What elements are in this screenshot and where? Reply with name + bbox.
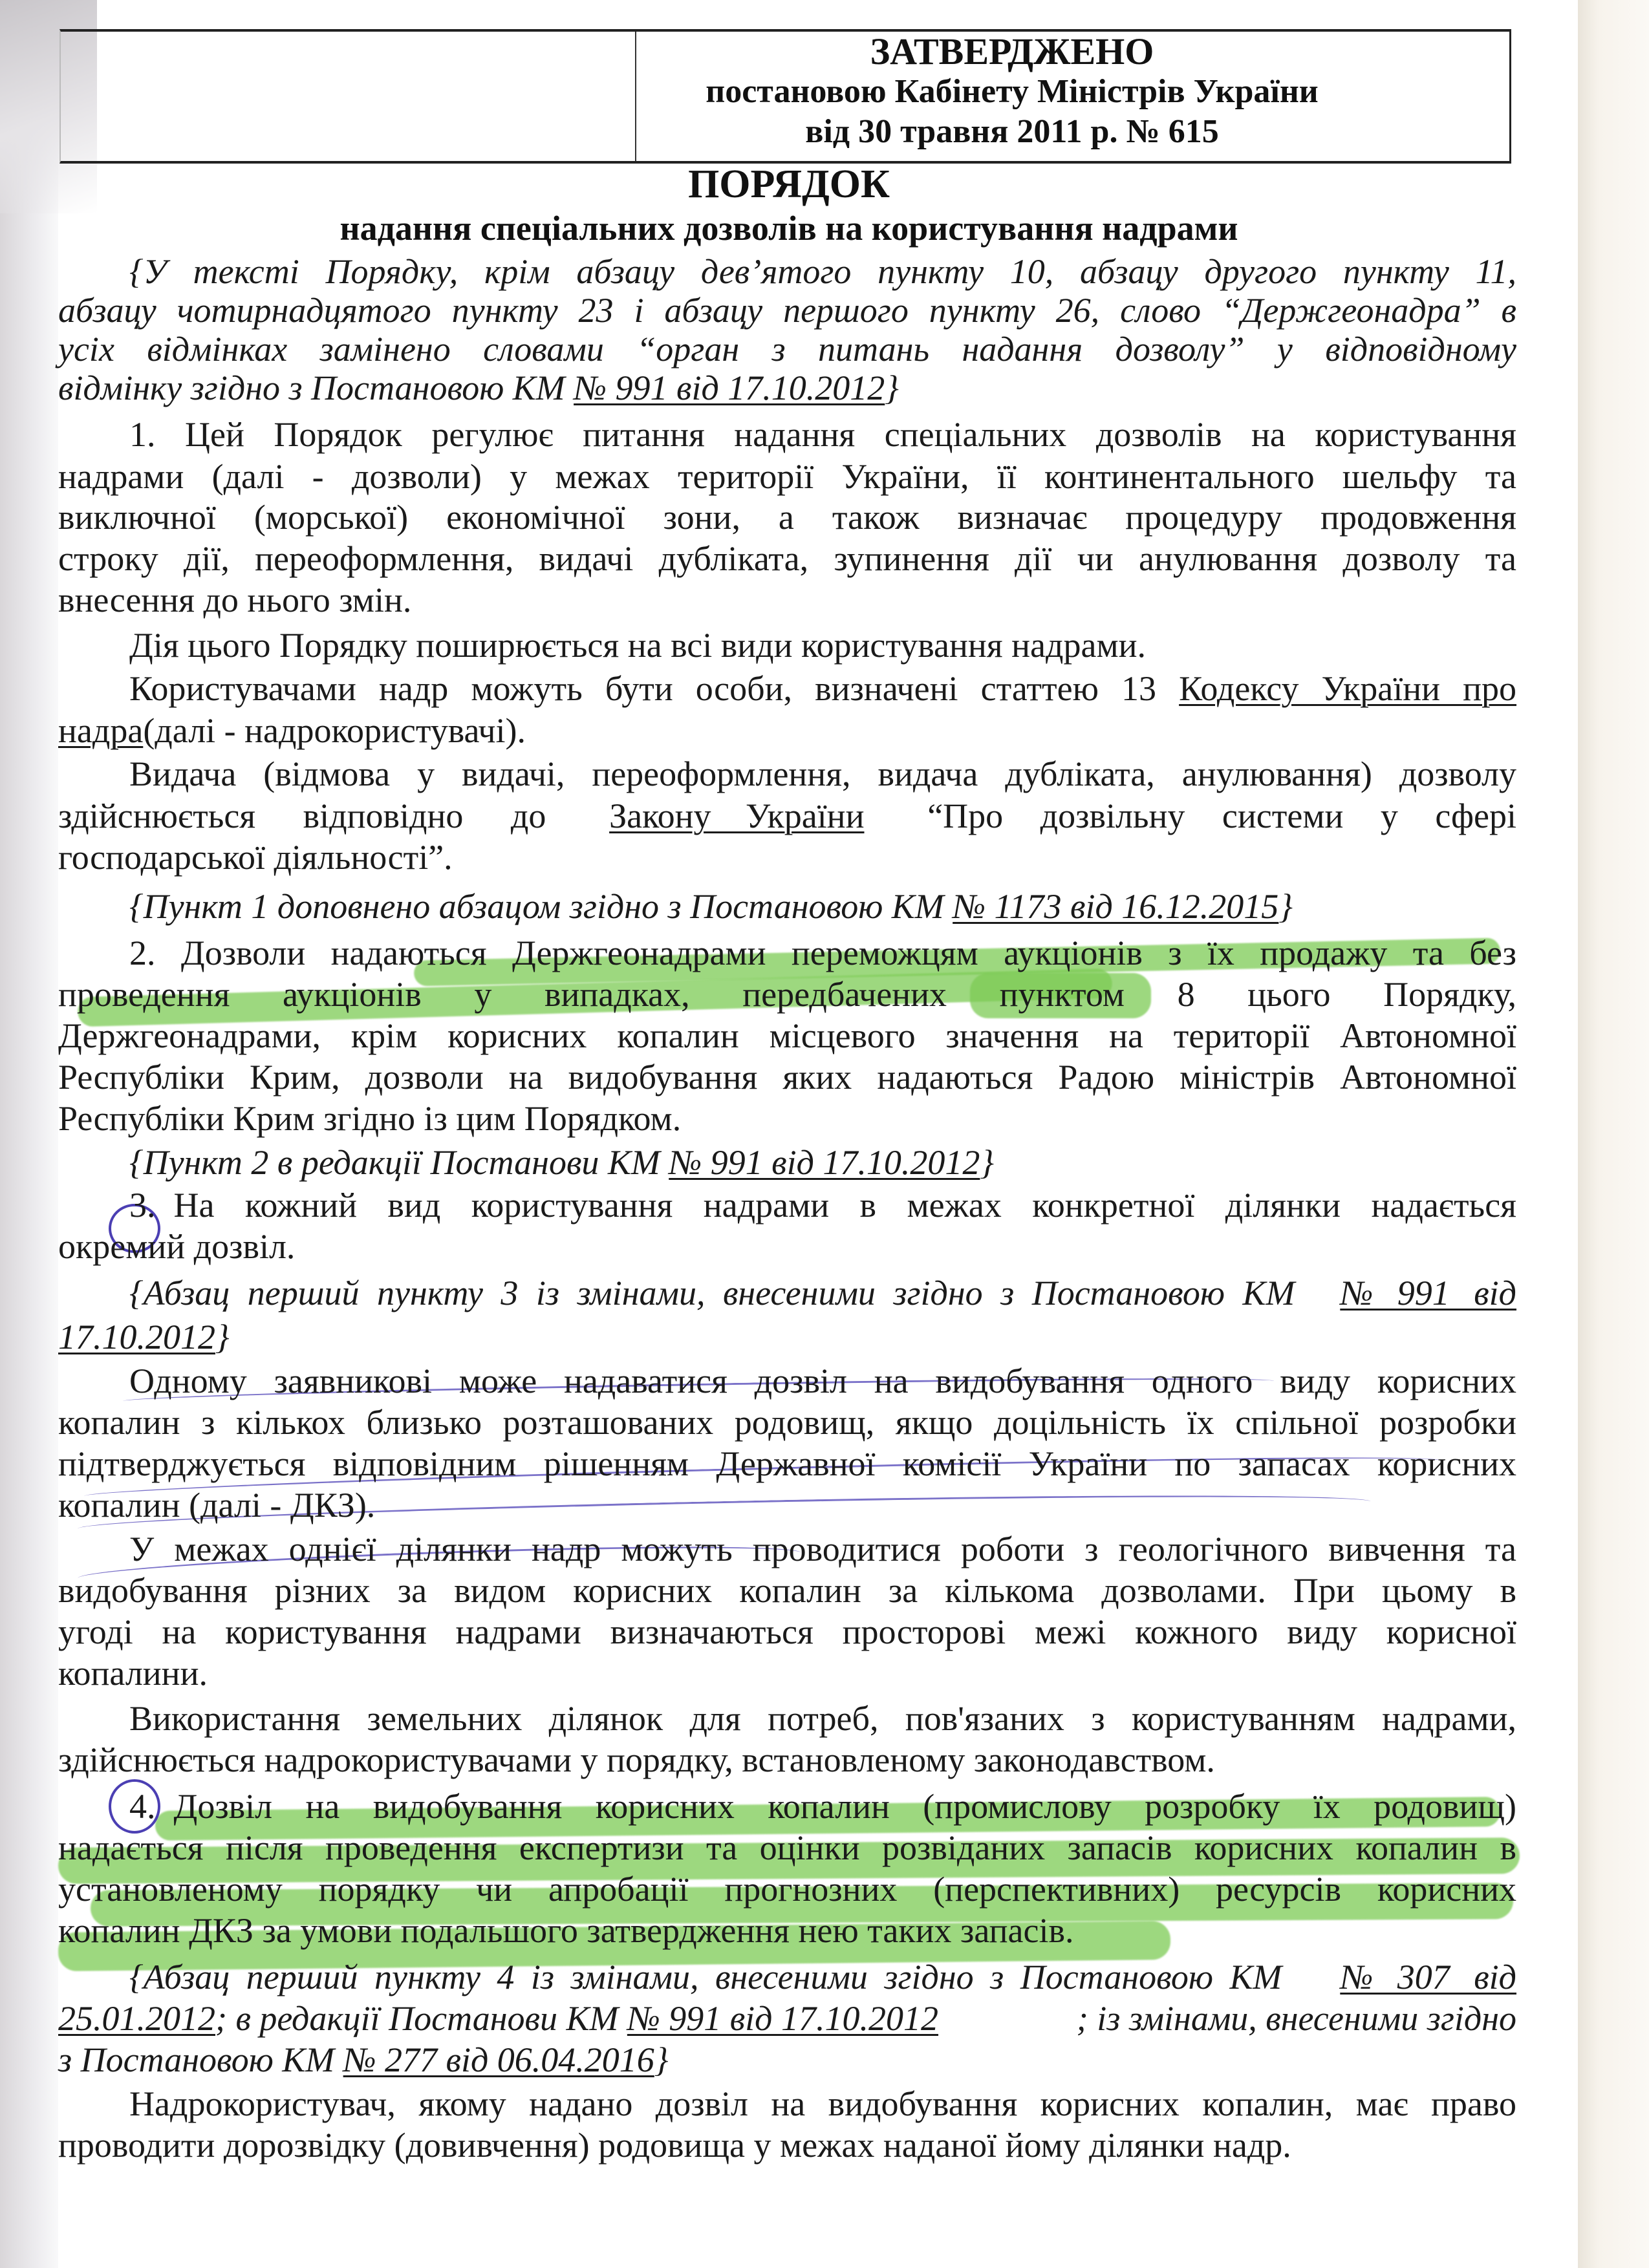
- law-link[interactable]: Закону України: [609, 797, 865, 835]
- resolution-link[interactable]: № 991 від: [1340, 1274, 1516, 1312]
- paragraph-line: Республіки Крим згідно із цим Порядком.: [58, 1099, 682, 1138]
- note-text: }: [215, 1318, 230, 1356]
- paragraph-line: видобування різних за видом корисних копалин за кількома дозволами. При цьому в: [58, 1571, 1516, 1610]
- paragraph-text: (далі - надрокористувачі).: [143, 711, 526, 750]
- resolution-link[interactable]: № 991 від 17.10.2012: [669, 1143, 980, 1182]
- paragraph-line: 2. Дозволи надаються Держгеонадрами переможцям аукціонів з їх продажу та без: [129, 934, 1516, 972]
- paragraph-line: копалин ДКЗ за умови подальшого затвердження нею таких запасів.: [58, 1911, 1074, 1950]
- paragraph-line: виключної (морської) економічної зони, а також визначає процедуру продовження: [58, 498, 1516, 537]
- scan-fold-shadow: [0, 0, 58, 2268]
- paragraph-text: Користувачами надр можуть бути особи, визначені статтею 13: [129, 669, 1180, 708]
- paragraph-line: проведення аукціонів у випадках, передбачених пунктом 8 цього Порядку,: [58, 975, 1516, 1014]
- note-text: ; в редакції Постанови КМ: [215, 1999, 627, 2038]
- resolution-link[interactable]: 17.10.2012: [58, 1318, 215, 1356]
- code-link[interactable]: Кодексу України про: [1179, 669, 1517, 708]
- note-line: [58, 2039, 1516, 2081]
- item-number: 4.: [129, 1787, 156, 1826]
- paragraph-line: Республіки Крим, дозволи на видобування яких надаються Радою міністрів Автономної: [58, 1058, 1516, 1097]
- item-number: 3.: [129, 1186, 156, 1225]
- code-link[interactable]: надра: [58, 711, 144, 750]
- paragraph-line: Видача (відмова у видачі, переоформлення, видача дубліката, анулювання) дозволу: [129, 754, 1516, 793]
- note-text: з Постановою КМ: [58, 2040, 343, 2079]
- document-subtitle: надання спеціальних дозволів на користування надрами: [339, 209, 1238, 248]
- note-text: {Пункт 1 доповнено абзацом згідно з Постановою КМ: [129, 887, 953, 926]
- note-text: ; із змінами, внесеними згідно: [1076, 1999, 1516, 2038]
- paragraph-line: 1. Цей Порядок регулює питання надання спеціальних дозволів на користування: [129, 415, 1516, 454]
- paper-edge: [1578, 0, 1649, 2268]
- resolution-link[interactable]: № 277 від 06.04.2016: [343, 2040, 654, 2079]
- paragraph-line: Дія цього Порядку поширюється на всі види користування надрами.: [129, 626, 1147, 665]
- paragraph-line: [129, 668, 1516, 709]
- note-line: усіх відмінках замінено словами “орган з питань надання дозволу” у відповідному: [58, 330, 1516, 369]
- paragraph-line: Надрокористувач, якому надано дозвіл на видобування корисних копалин, має право: [129, 2084, 1516, 2123]
- note-line: [58, 1316, 1516, 1358]
- paragraph-line: [129, 1786, 1516, 1827]
- note-line: {У тексті Порядку, крім абзацу дев’ятого пункту 10, абзацу другого пункту 11,: [129, 252, 1516, 291]
- paragraph-line: [58, 795, 1516, 837]
- approval-stamp-title: ЗАТВЕРДЖЕНО: [870, 30, 1154, 72]
- paragraph-text: Дозвіл на видобування корисних копалин (промислову розробку їх родовищ): [173, 1787, 1516, 1826]
- paragraph-line: установленому порядку чи апробації прогнозних (перспективних) ресурсів корисних: [58, 1870, 1516, 1909]
- note-line: [129, 886, 1516, 927]
- resolution-link[interactable]: № 991 від 17.10.2012: [627, 1999, 939, 2038]
- paragraph-line: проводити дорозвідку (довивчення) родовища у межах наданої йому ділянки надр.: [58, 2126, 1291, 2165]
- note-line: [58, 367, 1516, 409]
- paragraph-line: угоді на користування надрами визначаються просторові межі кожного виду корисної: [58, 1612, 1516, 1651]
- paragraph-line: Одному заявникові може надаватися дозвіл на видобування одного виду корисних: [129, 1362, 1516, 1400]
- approval-date: від 30 травня 2011 р. № 615: [805, 113, 1219, 150]
- paragraph-text: “Про дозвільну системи у сфері: [927, 797, 1516, 835]
- paragraph-line: копалин з кількох близько розташованих родовищ, якщо доцільність їх спільної розробки: [58, 1403, 1516, 1442]
- paragraph-line: строку дії, переоформлення, видачі дубліката, зупинення дії чи анулювання дозволу та: [58, 539, 1516, 578]
- paragraph-line: надрами (далі - дозволи) у межах території України, її континентального шельфу та: [58, 457, 1516, 496]
- note-text: }: [980, 1143, 995, 1182]
- note-line: [129, 1956, 1516, 1998]
- note-text: {Пункт 2 в редакції Постанови КМ: [129, 1143, 669, 1182]
- paragraph-line: [129, 1184, 1516, 1226]
- note-line: [129, 1142, 1516, 1183]
- paragraph-line: Використання земельних ділянок для потреб, пов'язаних з користуванням надрами,: [129, 1699, 1516, 1738]
- note-text: відмінку згідно з Постановою КМ: [58, 369, 574, 407]
- paragraph-text: здійснюється відповідно до: [58, 797, 546, 835]
- note-text: }: [885, 369, 899, 407]
- resolution-link[interactable]: № 307 від: [1340, 1958, 1516, 1996]
- paragraph-line: господарської діяльності”.: [58, 838, 453, 877]
- paragraph-line: копалин (далі - ДКЗ).: [58, 1486, 376, 1524]
- paragraph-line: окремий дозвіл.: [58, 1227, 296, 1266]
- paragraph-line: Держгеонадрами, крім корисних копалин місцевого значення на території Автономної: [58, 1016, 1516, 1055]
- approval-authority: постановою Кабінету Міністрів України: [706, 73, 1319, 110]
- paragraph-line: надається після проведення експертизи та оцінки розвіданих запасів корисних копалин в: [58, 1828, 1516, 1867]
- note-text: }: [1278, 887, 1293, 926]
- note-text: {Абзац перший пункту 3 із змінами, внесеними згідно з Постановою КМ: [129, 1274, 1295, 1312]
- resolution-link[interactable]: № 1173 від 16.12.2015: [953, 887, 1279, 926]
- paragraph-line: [58, 710, 1516, 751]
- paragraph-line: копалини.: [58, 1654, 208, 1693]
- resolution-link[interactable]: 25.01.2012: [58, 1999, 215, 2038]
- paragraph-line: здійснюється надрокористувачами у порядку, встановленому законодавством.: [58, 1740, 1215, 1779]
- note-line: [58, 1998, 1516, 2039]
- paragraph-text: На кожний вид користування надрами в межах конкретної ділянки надається: [173, 1186, 1516, 1225]
- note-text: {Абзац перший пункту 4 із змінами, внесеними згідно з Постановою КМ: [129, 1958, 1282, 1996]
- paragraph-line: У межах однієї ділянки надр можуть проводитися роботи з геологічного вивчення та: [129, 1530, 1516, 1568]
- paragraph-line: внесення до нього змін.: [58, 581, 412, 619]
- note-line: [129, 1272, 1516, 1314]
- note-text: }: [654, 2040, 669, 2079]
- document-title: ПОРЯДОК: [688, 162, 890, 206]
- paragraph-line: підтверджується відповідним рішенням Державної комісії України по запасах корисних: [58, 1444, 1516, 1483]
- note-line: абзацу чотирнадцятого пункту 23 і абзацу першого пункту 26, слово “Держгеонадра” в: [58, 291, 1516, 330]
- resolution-link[interactable]: № 991 від 17.10.2012: [574, 369, 885, 407]
